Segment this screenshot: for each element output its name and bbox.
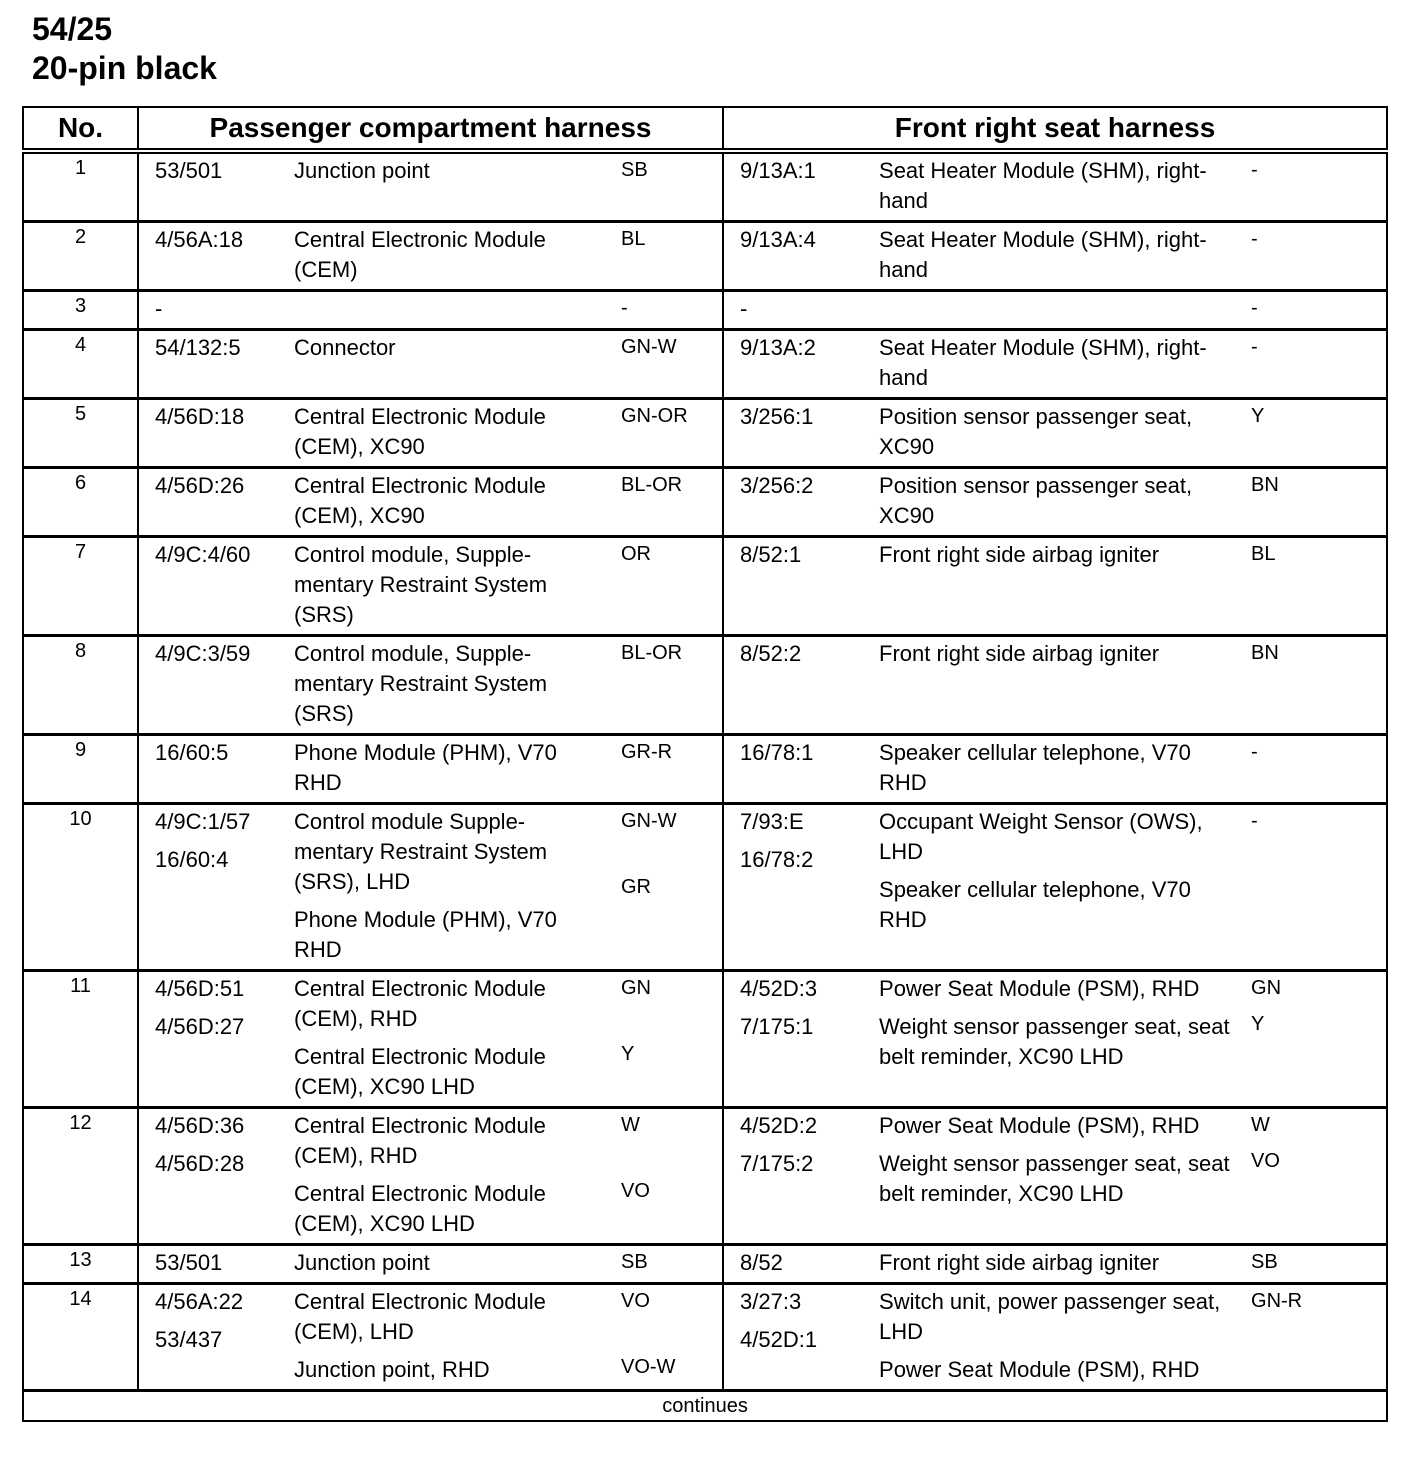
- passenger-component: Junction point, RHD: [294, 1357, 490, 1382]
- passenger-wire-color-cell: [605, 804, 723, 971]
- passenger-connector-id: 4/56D:51: [155, 976, 245, 1001]
- passenger-wire-color: BL-OR: [621, 642, 683, 664]
- passenger-connector-id: 4/56D:18: [155, 404, 245, 429]
- pin-number: 7: [23, 537, 138, 636]
- pin-number: 13: [23, 1245, 138, 1284]
- seat-connector-id: 4/52D:2: [740, 1113, 818, 1138]
- seat-component: Front right side airbag igniter: [879, 641, 1160, 666]
- pin-number: 1: [23, 151, 138, 222]
- seat-connector-id: 3/256:1: [740, 404, 814, 429]
- seat-wire-color: BN: [1251, 474, 1279, 496]
- seat-component-cell: [865, 971, 1235, 1108]
- seat-wire-color: -: [1251, 741, 1258, 763]
- table-row: [23, 468, 1387, 537]
- seat-connector-id: 9/13A:1: [740, 158, 816, 183]
- seat-connector-id: -: [740, 296, 748, 321]
- passenger-connector-id: -: [155, 296, 163, 321]
- passenger-wire-color-cell: [605, 222, 723, 291]
- passenger-wire-color-cell: [605, 330, 723, 399]
- passenger-component-cell: [280, 971, 605, 1108]
- passenger-connector-id-cell: [138, 1108, 280, 1245]
- passenger-component-cell: [280, 291, 605, 330]
- seat-wire-color: SB: [1251, 1251, 1278, 1273]
- seat-wire-color-cell: [1235, 330, 1387, 399]
- seat-connector-id-cell: [723, 151, 865, 222]
- seat-wire-color-cell: [1235, 151, 1387, 222]
- seat-connector-id: 16/78:1: [740, 740, 814, 765]
- seat-wire-color: BN: [1251, 642, 1279, 664]
- passenger-wire-color: GN-OR: [621, 405, 688, 427]
- seat-component-cell: [865, 151, 1235, 222]
- passenger-component: Control module Supple-mentary Restraint System (SRS), LHD: [294, 809, 548, 894]
- seat-component: Seat Heater Module (SHM), right-hand: [879, 335, 1207, 390]
- seat-wire-color: GN-R: [1251, 1290, 1303, 1312]
- seat-wire-color-cell: [1235, 537, 1387, 636]
- passenger-wire-color: BL: [621, 228, 646, 250]
- table-row: [23, 151, 1387, 222]
- passenger-connector-id: 4/56D:26: [155, 473, 245, 498]
- passenger-component-cell: [280, 1245, 605, 1284]
- seat-connector-id-cell: [723, 537, 865, 636]
- passenger-wire-color-cell: [605, 468, 723, 537]
- seat-connector-id: 9/13A:2: [740, 335, 816, 360]
- passenger-component-cell: [280, 1284, 605, 1391]
- seat-component: Seat Heater Module (SHM), right-hand: [879, 227, 1207, 282]
- passenger-wire-color: GN-W: [621, 810, 677, 832]
- passenger-wire-color: GN: [621, 977, 651, 999]
- document-header: [32, 10, 217, 88]
- passenger-connector-id-cell: [138, 1284, 280, 1391]
- seat-wire-color: Y: [1251, 1013, 1265, 1035]
- pin-number: 6: [23, 468, 138, 537]
- seat-component-cell: [865, 1284, 1235, 1391]
- seat-wire-color-cell: [1235, 1245, 1387, 1284]
- seat-component-cell: [865, 1108, 1235, 1245]
- passenger-connector-id: 4/56D:28: [155, 1151, 245, 1176]
- pin-number: 8: [23, 636, 138, 735]
- passenger-connector-id-cell: [138, 222, 280, 291]
- passenger-wire-color-cell: [605, 1284, 723, 1391]
- seat-connector-id: 8/52: [740, 1250, 783, 1275]
- seat-wire-color: -: [1251, 336, 1258, 358]
- seat-component-cell: [865, 222, 1235, 291]
- header-seat-harness: Front right seat harness: [723, 107, 1387, 151]
- seat-connector-id: 9/13A:4: [740, 227, 816, 252]
- seat-component: Weight sensor passenger seat, seat belt reminder, XC90 LHD: [879, 1151, 1230, 1206]
- seat-component-cell: [865, 468, 1235, 537]
- seat-wire-color: W: [1251, 1114, 1270, 1136]
- pin-number: 3: [23, 291, 138, 330]
- passenger-component-cell: [280, 222, 605, 291]
- seat-wire-color: Y: [1251, 405, 1265, 427]
- passenger-component: Central Electronic Module (CEM), XC90 LHD: [294, 1181, 546, 1236]
- seat-connector-id-cell: [723, 636, 865, 735]
- passenger-connector-id: 4/9C:4/60: [155, 542, 251, 567]
- seat-component: Speaker cellular telephone, V70 RHD: [879, 877, 1191, 932]
- passenger-component: Central Electronic Module (CEM), RHD: [294, 1113, 546, 1168]
- passenger-connector-id: 4/9C:3/59: [155, 641, 251, 666]
- seat-wire-color-cell: [1235, 1108, 1387, 1245]
- passenger-component: Connector: [294, 335, 396, 360]
- pin-number: 10: [23, 804, 138, 971]
- passenger-wire-color-cell: [605, 1108, 723, 1245]
- seat-connector-id: 7/175:1: [740, 1014, 814, 1039]
- passenger-component: Central Electronic Module (CEM), XC90: [294, 404, 546, 459]
- seat-component: Power Seat Module (PSM), RHD: [879, 1113, 1200, 1138]
- passenger-connector-id-cell: [138, 468, 280, 537]
- seat-wire-color-cell: [1235, 971, 1387, 1108]
- seat-connector-id: 3/256:2: [740, 473, 814, 498]
- passenger-wire-color: Y: [621, 1043, 635, 1065]
- seat-connector-id-cell: [723, 804, 865, 971]
- passenger-wire-color-cell: [605, 1245, 723, 1284]
- seat-component-cell: [865, 636, 1235, 735]
- seat-wire-color-cell: [1235, 735, 1387, 804]
- table-row: [23, 735, 1387, 804]
- passenger-component: Junction point: [294, 158, 430, 183]
- seat-wire-color: -: [1251, 159, 1258, 181]
- seat-connector-id: 4/52D:3: [740, 976, 818, 1001]
- connector-title: 20-pin black: [32, 50, 217, 86]
- seat-component: Switch unit, power passenger seat, LHD: [879, 1289, 1221, 1344]
- pin-number: 2: [23, 222, 138, 291]
- passenger-wire-color: GN-W: [621, 336, 677, 358]
- passenger-connector-id-cell: [138, 399, 280, 468]
- seat-connector-id-cell: [723, 1284, 865, 1391]
- seat-connector-id: 3/27:3: [740, 1289, 802, 1314]
- seat-wire-color: -: [1251, 810, 1258, 832]
- passenger-component: Control module, Supple-mentary Restraint System (SRS): [294, 542, 548, 627]
- passenger-component-cell: [280, 636, 605, 735]
- passenger-component-cell: [280, 537, 605, 636]
- footer-row: [23, 1391, 1387, 1422]
- passenger-component: Control module, Supple-mentary Restraint System (SRS): [294, 641, 548, 726]
- passenger-component-cell: [280, 399, 605, 468]
- seat-component: Speaker cellular telephone, V70 RHD: [879, 740, 1191, 795]
- seat-wire-color-cell: [1235, 399, 1387, 468]
- seat-connector-id-cell: [723, 399, 865, 468]
- seat-connector-id: 8/52:2: [740, 641, 802, 666]
- passenger-connector-id: 53/501: [155, 158, 223, 183]
- seat-component-cell: [865, 330, 1235, 399]
- pinout-table: [22, 106, 1388, 1422]
- passenger-wire-color: OR: [621, 543, 651, 565]
- passenger-component: Central Electronic Module (CEM), RHD: [294, 976, 546, 1031]
- passenger-wire-color: W: [621, 1114, 640, 1136]
- passenger-connector-id-cell: [138, 1245, 280, 1284]
- passenger-connector-id-cell: [138, 151, 280, 222]
- passenger-connector-id: 4/56A:22: [155, 1289, 244, 1314]
- table-header-row: [23, 107, 1387, 151]
- seat-component-cell: [865, 735, 1235, 804]
- seat-wire-color-cell: [1235, 804, 1387, 971]
- seat-wire-color: -: [1251, 228, 1258, 250]
- header-passenger-harness: Passenger compartment harness: [138, 107, 723, 151]
- passenger-wire-color: VO: [621, 1180, 650, 1202]
- passenger-connector-id-cell: [138, 291, 280, 330]
- table-row: [23, 971, 1387, 1108]
- seat-wire-color-cell: [1235, 636, 1387, 735]
- seat-connector-id-cell: [723, 330, 865, 399]
- table-row: [23, 291, 1387, 330]
- passenger-connector-id: 16/60:5: [155, 740, 229, 765]
- passenger-component: Central Electronic Module (CEM), LHD: [294, 1289, 546, 1344]
- seat-connector-id: 7/175:2: [740, 1151, 814, 1176]
- passenger-component-cell: [280, 468, 605, 537]
- seat-connector-id-cell: [723, 971, 865, 1108]
- seat-component: Position sensor passenger seat, XC90: [879, 473, 1193, 528]
- passenger-component: Central Electronic Module (CEM): [294, 227, 546, 282]
- passenger-component: Central Electronic Module (CEM), XC90 LHD: [294, 1044, 546, 1099]
- table-row: [23, 1284, 1387, 1391]
- passenger-connector-id-cell: [138, 330, 280, 399]
- seat-wire-color: GN: [1251, 977, 1282, 999]
- passenger-wire-color-cell: [605, 735, 723, 804]
- passenger-connector-id: 16/60:4: [155, 847, 229, 872]
- seat-wire-color: VO: [1251, 1150, 1280, 1172]
- seat-component: Front right side airbag igniter: [879, 542, 1160, 567]
- seat-component: Power Seat Module (PSM), RHD: [879, 976, 1200, 1001]
- passenger-component: Central Electronic Module (CEM), XC90: [294, 473, 546, 528]
- table-body: [23, 151, 1387, 1391]
- passenger-component-cell: [280, 151, 605, 222]
- passenger-component-cell: [280, 804, 605, 971]
- seat-connector-id-cell: [723, 735, 865, 804]
- passenger-wire-color-cell: [605, 971, 723, 1108]
- passenger-wire-color-cell: [605, 291, 723, 330]
- passenger-wire-color-cell: [605, 636, 723, 735]
- seat-wire-color: -: [1251, 297, 1258, 319]
- passenger-connector-id-cell: [138, 537, 280, 636]
- seat-connector-id: 16/78:2: [740, 847, 814, 872]
- passenger-connector-id: 4/56A:18: [155, 227, 244, 252]
- seat-connector-id-cell: [723, 1245, 865, 1284]
- passenger-wire-color: -: [621, 297, 628, 319]
- table-row: [23, 804, 1387, 971]
- table-row: [23, 537, 1387, 636]
- passenger-connector-id: 53/501: [155, 1250, 223, 1275]
- table-row: [23, 1108, 1387, 1245]
- passenger-wire-color: VO-W: [621, 1356, 676, 1378]
- seat-component: Position sensor passenger seat, XC90: [879, 404, 1193, 459]
- pin-number: 14: [23, 1284, 138, 1391]
- passenger-connector-id-cell: [138, 971, 280, 1108]
- seat-connector-id: 4/52D:1: [740, 1327, 818, 1352]
- seat-component: Seat Heater Module (SHM), right-hand: [879, 158, 1207, 213]
- passenger-component: Phone Module (PHM), V70 RHD: [294, 740, 557, 795]
- passenger-wire-color-cell: [605, 151, 723, 222]
- table-row: [23, 330, 1387, 399]
- seat-wire-color-cell: [1235, 1284, 1387, 1391]
- seat-component: Weight sensor passenger seat, seat belt reminder, XC90 LHD: [879, 1014, 1230, 1069]
- table-row: [23, 399, 1387, 468]
- passenger-connector-id-cell: [138, 735, 280, 804]
- passenger-wire-color: GR: [621, 876, 651, 898]
- seat-connector-id-cell: [723, 291, 865, 330]
- passenger-wire-color: SB: [621, 1251, 648, 1273]
- passenger-connector-id-cell: [138, 804, 280, 971]
- passenger-component: Phone Module (PHM), V70 RHD: [294, 907, 557, 962]
- seat-wire-color-cell: [1235, 468, 1387, 537]
- seat-component: Power Seat Module (PSM), RHD: [879, 1357, 1200, 1382]
- seat-component-cell: [865, 399, 1235, 468]
- seat-component-cell: [865, 1245, 1235, 1284]
- seat-wire-color-cell: [1235, 222, 1387, 291]
- passenger-wire-color: VO: [621, 1290, 650, 1312]
- passenger-wire-color: BL-OR: [621, 474, 683, 496]
- passenger-wire-color: GR-R: [621, 741, 673, 763]
- seat-connector-id-cell: [723, 468, 865, 537]
- continues-note: continues: [662, 1395, 748, 1417]
- seat-connector-id: 8/52:1: [740, 542, 802, 567]
- passenger-connector-id: 4/9C:1/57: [155, 809, 251, 834]
- seat-connector-id-cell: [723, 222, 865, 291]
- table-row: [23, 636, 1387, 735]
- seat-component-cell: [865, 291, 1235, 330]
- seat-connector-id: 7/93:E: [740, 809, 804, 834]
- pin-number: 5: [23, 399, 138, 468]
- passenger-connector-id: 54/132:5: [155, 335, 241, 360]
- seat-wire-color: BL: [1251, 543, 1276, 565]
- seat-connector-id-cell: [723, 1108, 865, 1245]
- passenger-component: Junction point: [294, 1250, 430, 1275]
- passenger-wire-color: SB: [621, 159, 648, 181]
- seat-component: Occupant Weight Sensor (OWS), LHD: [879, 809, 1203, 864]
- table-row: [23, 1245, 1387, 1284]
- passenger-connector-id: 4/56D:27: [155, 1014, 245, 1039]
- seat-component: Front right side airbag igniter: [879, 1250, 1160, 1275]
- connector-code: 54/25: [32, 11, 113, 47]
- header-no: No.: [23, 107, 138, 151]
- passenger-wire-color-cell: [605, 537, 723, 636]
- passenger-connector-id: 53/437: [155, 1327, 223, 1352]
- passenger-component-cell: [280, 330, 605, 399]
- pin-number: 9: [23, 735, 138, 804]
- passenger-component-cell: [280, 735, 605, 804]
- pin-number: 11: [23, 971, 138, 1108]
- seat-component-cell: [865, 804, 1235, 971]
- passenger-connector-id-cell: [138, 636, 280, 735]
- passenger-wire-color-cell: [605, 399, 723, 468]
- passenger-connector-id: 4/56D:36: [155, 1113, 245, 1138]
- pin-number: 12: [23, 1108, 138, 1245]
- seat-wire-color-cell: [1235, 291, 1387, 330]
- passenger-component-cell: [280, 1108, 605, 1245]
- seat-component-cell: [865, 537, 1235, 636]
- table-row: [23, 222, 1387, 291]
- pin-number: 4: [23, 330, 138, 399]
